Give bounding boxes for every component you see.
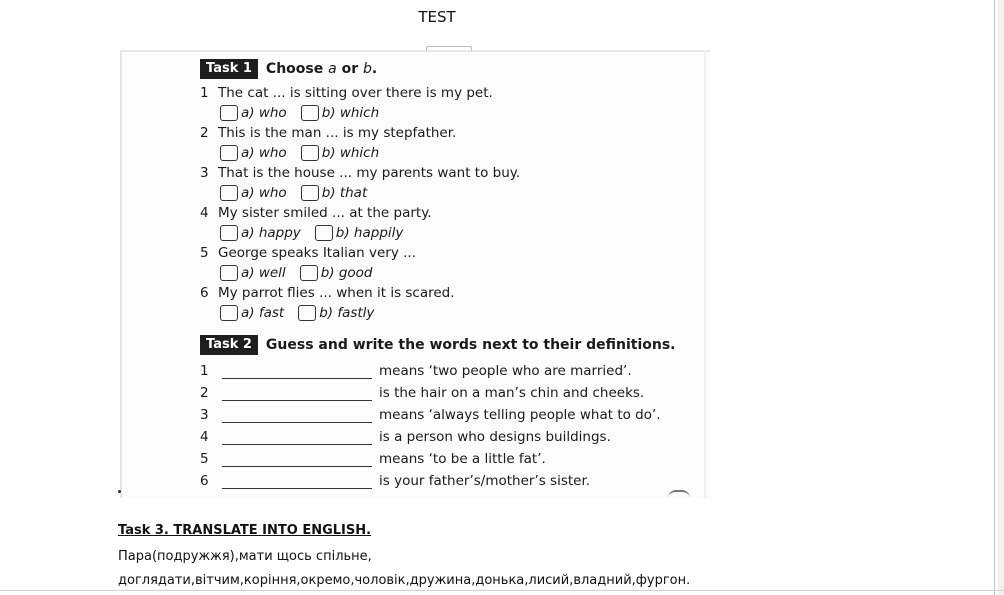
checkbox[interactable] [220,265,238,281]
question-text: The cat ... is sitting over there is my pet. [218,85,493,101]
option-b[interactable] [315,225,404,241]
answer-blank[interactable] [222,366,372,379]
option-label: a) happy [241,225,301,241]
question-5-options [220,265,386,281]
option-label: b) happily [335,225,404,241]
definition-text: means ‘two people who are married’. [379,363,632,379]
task2-label: Task 2 [200,335,258,355]
task1-title: Choose a or b. [265,61,378,77]
question-4 [200,205,432,221]
checkbox[interactable] [220,225,238,241]
task3-line-2: доглядати,вітчим,коріння,окремо,чоловік,дружина,донька,лисий,владний,фургон. [118,573,691,588]
task1-header [200,59,377,79]
definition-number: 1 [200,363,209,379]
checkbox[interactable] [301,145,319,161]
task3-line-1: Пара(подружжя),мати щось спільне, [118,549,372,564]
question-number: 3 [200,165,209,181]
checkbox[interactable] [300,265,318,281]
definition-row [200,451,546,467]
task1-label: Task 1 [200,59,258,79]
scan-dot [118,490,121,493]
option-a[interactable] [220,305,284,321]
checkbox[interactable] [301,105,319,121]
question-3-options [220,185,381,201]
option-b[interactable] [301,105,379,121]
checkbox[interactable] [315,225,333,241]
question-text: This is the man ... is my stepfather. [218,125,457,141]
checkbox[interactable] [298,305,316,321]
checkbox[interactable] [220,105,238,121]
definition-row [200,407,661,423]
option-label: b) good [320,265,373,281]
question-number: 4 [200,205,209,221]
question-text: George speaks Italian very ... [218,245,416,261]
question-1-options [220,105,393,121]
option-label: b) which [321,105,380,121]
option-a[interactable] [220,105,287,121]
question-text: My sister smiled ... at the party. [218,205,432,221]
option-a[interactable] [220,265,286,281]
question-text: That is the house ... my parents want to buy. [218,165,521,181]
checkbox[interactable] [220,305,238,321]
definition-row [200,385,644,401]
page-bottom-rule [0,590,1004,591]
question-number: 5 [200,245,209,261]
answer-blank[interactable] [222,454,372,467]
option-b[interactable] [298,305,374,321]
page-title: TEST [418,8,456,26]
image-resize-handle[interactable] [426,46,472,51]
question-2-options [220,145,393,161]
definition-text: is your father’s/mother’s sister. [379,473,591,489]
option-label: a) who [241,105,287,121]
checkbox[interactable] [220,145,238,161]
checkbox[interactable] [301,185,319,201]
option-a[interactable] [220,145,287,161]
answer-blank[interactable] [222,410,372,423]
definition-text: is a person who designs buildings. [379,429,611,445]
definition-row [200,429,611,445]
option-label: b) that [321,185,368,201]
option-label: b) fastly [319,305,375,321]
definition-number: 6 [200,473,209,489]
scan-top-border [120,50,710,52]
option-b[interactable] [300,265,373,281]
question-text: My parrot flies ... when it is scared. [218,285,455,301]
task2-header [200,335,676,355]
question-number: 6 [200,285,209,301]
option-label: a) who [241,185,287,201]
answer-blank[interactable] [222,476,372,489]
question-number: 2 [200,125,209,141]
question-2 [200,125,456,141]
scan-curl [668,490,690,498]
definition-number: 3 [200,407,209,423]
option-b[interactable] [301,185,368,201]
checkbox[interactable] [220,185,238,201]
scan-left-border [120,50,122,498]
definition-text: is the hair on a man’s chin and cheeks. [379,385,645,401]
option-label: a) who [241,145,287,161]
question-6-options [220,305,388,321]
question-4-options [220,225,417,241]
option-label: b) which [321,145,380,161]
option-label: a) well [241,265,286,281]
task2-title: Guess and write the words next to their definitions. [265,337,676,353]
definition-number: 4 [200,429,209,445]
option-label: a) fast [241,305,285,321]
definition-row [200,473,590,489]
option-a[interactable] [220,225,301,241]
definition-number: 5 [200,451,209,467]
question-6 [200,285,455,301]
worksheet-image [120,50,710,498]
task3-heading: Task 3. TRANSLATE INTO ENGLISH. [118,523,372,538]
question-3 [200,165,520,181]
scan-right-border [704,50,706,498]
page-margin [998,0,1004,595]
answer-blank[interactable] [222,432,372,445]
definition-text: means ‘to be a little fat’. [379,451,546,467]
option-a[interactable] [220,185,287,201]
question-1 [200,85,493,101]
option-b[interactable] [301,145,379,161]
definition-text: means ‘always telling people what to do’. [379,407,661,423]
definition-number: 2 [200,385,209,401]
question-number: 1 [200,85,209,101]
question-5 [200,245,416,261]
definition-row [200,363,632,379]
answer-blank[interactable] [222,388,372,401]
page-edge [994,0,995,595]
